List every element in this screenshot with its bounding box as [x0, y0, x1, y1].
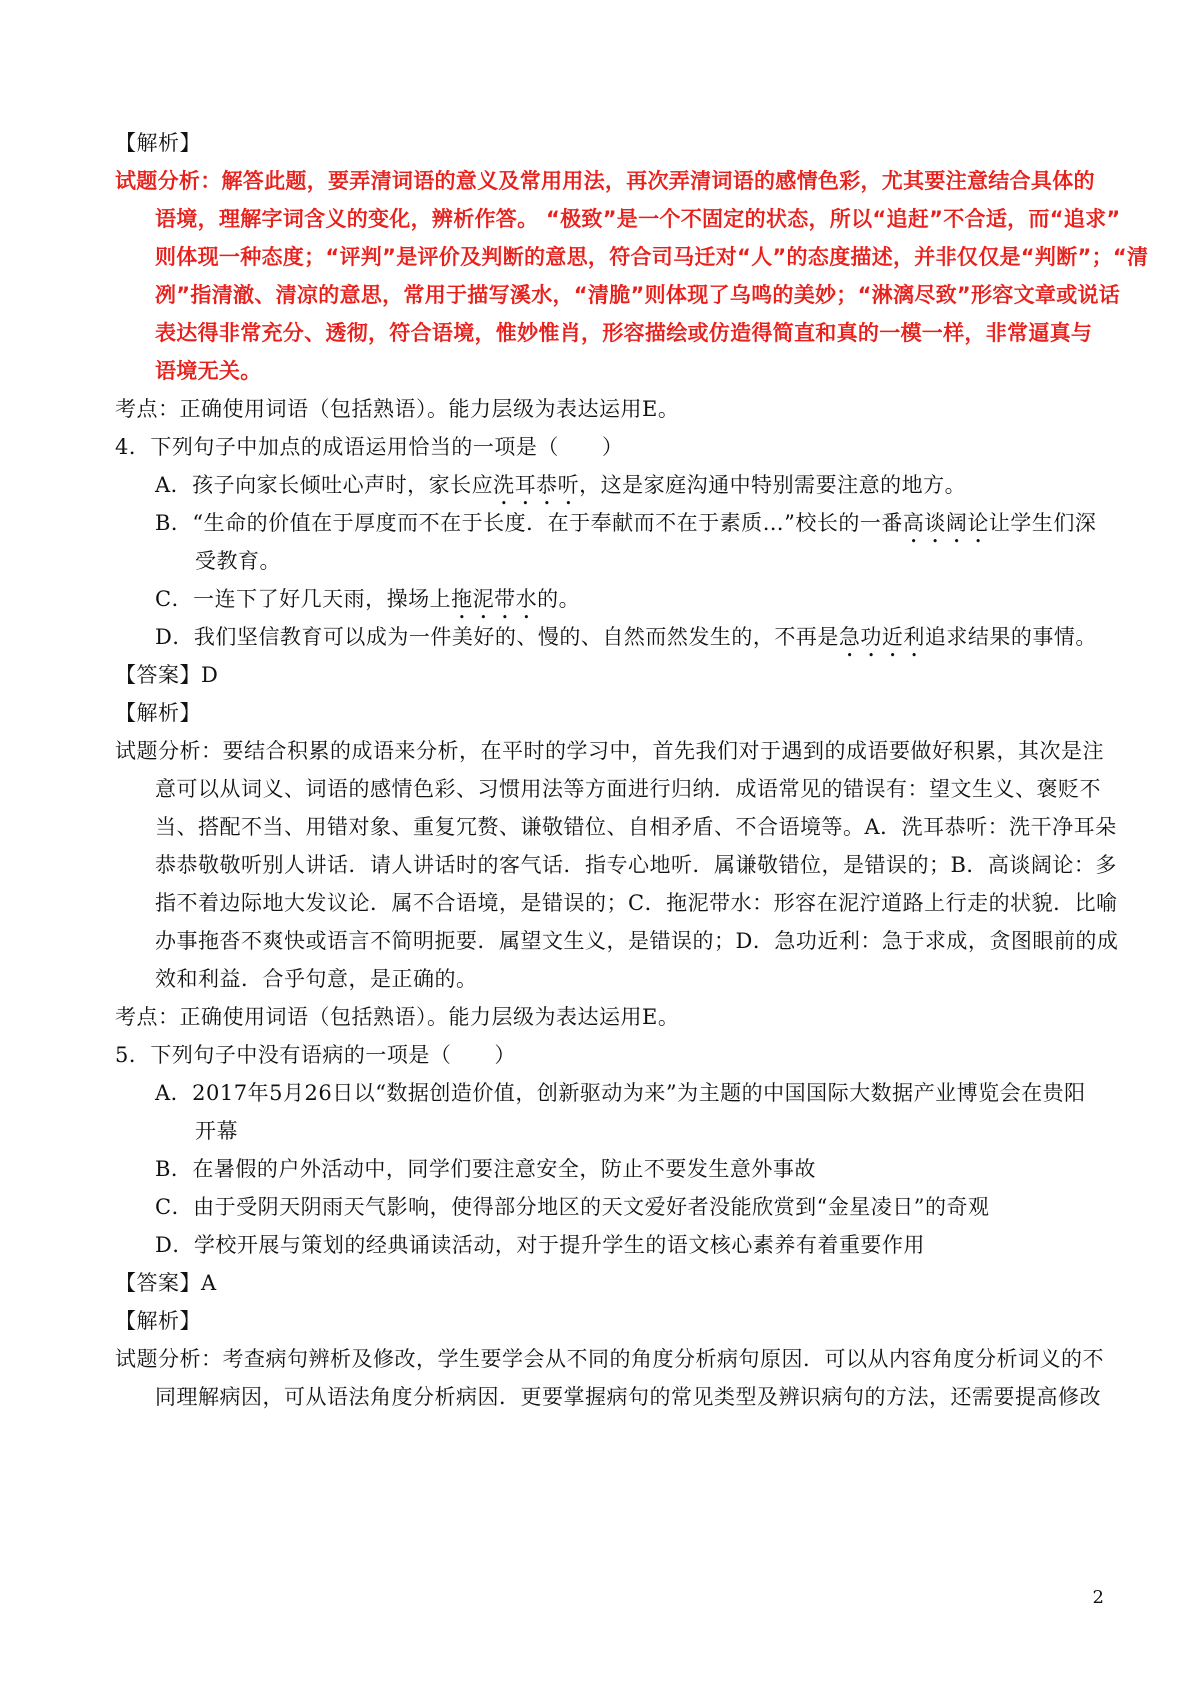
analysis-line: 同理解病因，可从语法角度分析病因．更要掌握病句的常见类型及辨识病句的方法，还需要提高修改 [155, 1385, 1101, 1409]
jiexi-label-1: 【解析】 [115, 131, 201, 155]
analysis-line: 恭恭敬敬听别人讲话．请人讲话时的客气话．指专心地听．属谦敬错位，是错误的；B．高谈阔论：多 [155, 853, 1117, 877]
dotted-idiom: 拖泥带水 [451, 587, 538, 611]
question-4-stem: 4．下列句子中加点的成语运用恰当的一项是（ ） [115, 435, 624, 459]
option-text: ，这是家庭沟通中特别需要注意的地方。 [579, 473, 967, 497]
question-5-stem: 5．下列句子中没有语病的一项是（ ） [115, 1043, 516, 1067]
option-text: 追求结果的事情。 [924, 625, 1097, 649]
analysis-line: 指不着边际地大发议论．属不合语境，是错误的；C．拖泥带水：形容在泥泞道路上行走的状貌．比喻 [155, 891, 1118, 915]
analysis-line: 表达得非常充分、透彻，符合语境，惟妙惟肖，形容描绘或仿造得简直和真的一模一样，非常逼真与 [155, 321, 1093, 345]
kaodian-1: 考点：正确使用词语（包括熟语）。能力层级为表达运用E。 [115, 397, 680, 421]
question-5-option-b: B．在暑假的户外活动中，同学们要注意安全，防止不要发生意外事故 [155, 1157, 816, 1181]
analysis-line: 冽”指清澈、清凉的意思，常用于描写溪水，“清脆”则体现了乌鸣的美妙；“淋漓尽致”形容文章或说话 [155, 283, 1121, 307]
analysis-line: 效和利益．合乎句意，是正确的。 [155, 967, 478, 991]
question-5-answer: 【答案】A [115, 1271, 217, 1295]
question-4-answer: 【答案】D [115, 663, 219, 687]
analysis-line: 意可以从词义、词语的感情色彩、习惯用法等方面进行归纳．成语常见的错误有：望文生义、褒贬不 [155, 777, 1101, 801]
option-text: B．“生命的价值在于厚度而不在于长度．在于奉献而不在于素质…”校长的一番 [155, 511, 903, 535]
analysis-line: 当、搭配不当、用错对象、重复冗赘、谦敬错位、自相矛盾、不合语境等。A．洗耳恭听：洗干净耳朵 [155, 815, 1117, 839]
question-4-option-a [155, 470, 966, 510]
question-5-option-a: A．2017年5月26日以“数据创造价值，创新驱动为来”为主题的中国国际大数据产业博览会在贵阳 [155, 1081, 1086, 1105]
dotted-idiom: 急功近利 [838, 625, 925, 649]
kaodian-4: 考点：正确使用词语（包括熟语）。能力层级为表达运用E。 [115, 1005, 680, 1029]
page-number: 2 [1092, 1587, 1104, 1608]
dotted-idiom: 洗耳恭听 [493, 473, 580, 497]
option-text: 的。 [537, 587, 581, 611]
question-5-option-d: D．学校开展与策划的经典诵读活动，对于提升学生的语文核心素养有着重要作用 [155, 1233, 925, 1257]
option-text: D．我们坚信教育可以成为一件美好的、慢的、自然而然发生的，不再是 [155, 625, 839, 649]
question-4-option-b [155, 508, 1096, 548]
question-4-option-d [155, 622, 1097, 662]
question-5-option-a-cont: 开幕 [195, 1119, 238, 1143]
dotted-idiom: 高谈阔论 [902, 511, 989, 535]
analysis-line: 试题分析：考查病句辨析及修改，学生要学会从不同的角度分析病句原因．可以从内容角度分析词义的不 [115, 1347, 1104, 1371]
question-5-option-c: C．由于受阴天阴雨天气影响，使得部分地区的天文爱好者没能欣赏到“金星凌日”的奇观 [155, 1195, 990, 1219]
analysis-line: 试题分析：要结合积累的成语来分析，在平时的学习中，首先我们对于遇到的成语要做好积累，其次是注 [115, 739, 1104, 763]
question-4-option-b-cont: 受教育。 [195, 549, 281, 573]
analysis-line: 语境，理解字词含义的变化，辨析作答。 “极致”是一个不固定的状态，所以“追赶”不合适，而“追求” [155, 207, 1121, 231]
jiexi-label-4: 【解析】 [115, 701, 201, 725]
jiexi-label-5: 【解析】 [115, 1309, 201, 1333]
analysis-line: 办事拖沓不爽快或语言不简明扼要．属望文生义，是错误的；D．急功近利：急于求成，贪图眼前的成 [155, 929, 1119, 953]
option-text: A．孩子向家长倾吐心声时，家长应 [155, 473, 494, 497]
analysis-line: 试题分析：解答此题，要弄清词语的意义及常用用法，再次弄清词语的感情色彩，尤其要注意结合具体的 [115, 169, 1095, 193]
option-text: C．一连下了好几天雨，操场上 [155, 587, 452, 611]
analysis-line: 语境无关。 [155, 359, 262, 383]
option-text: 让学生们深 [988, 511, 1097, 535]
question-4-option-c [155, 584, 580, 624]
analysis-line: 则体现一种态度；“评判”是评价及判断的意思，符合司马迁对“人”的态度描述，并非仅仅是“判断”；“清 [155, 245, 1149, 269]
